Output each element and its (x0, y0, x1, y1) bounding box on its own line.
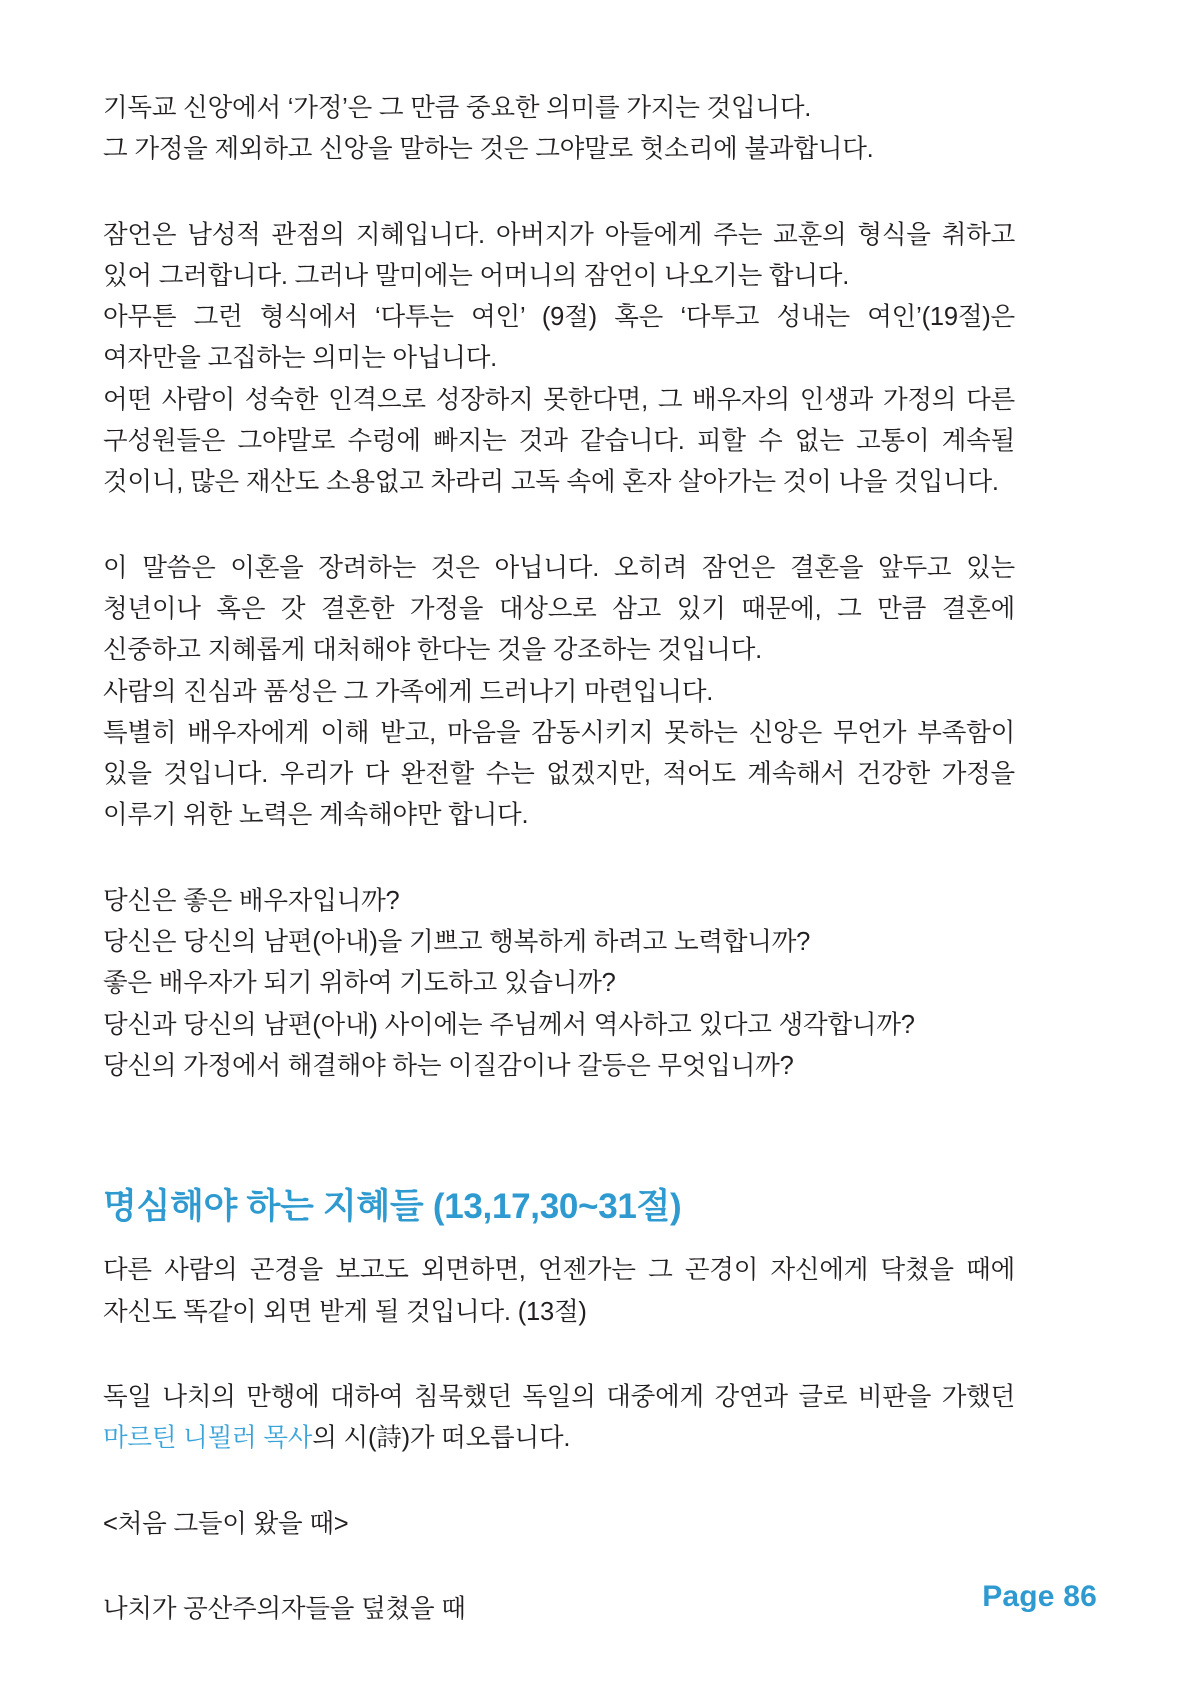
question-3: 좋은 배우자가 되기 위하여 기도하고 있습니까? (103, 969, 616, 998)
spacer (103, 171, 1015, 215)
spacer (103, 1545, 1015, 1589)
paragraph-proverbs-perspective: 잠언은 남성적 관점의 지혜입니다. 아버지가 아들에게 주는 교훈의 형식을 취하고 있어 그러합니다. 그러나 말미에는 어머니의 잠언이 나오기는 합니다. (103, 220, 1015, 290)
spacer (103, 1333, 1015, 1377)
paragraph-intro-line-2: 그 가정을 제외하고 신앙을 말하는 것은 그야말로 헛소리에 불과합니다. (103, 135, 874, 164)
niemoeller-name: 마르틴 니묄러 목사 (103, 1424, 313, 1453)
question-1: 당신은 좋은 배우자입니까? (103, 886, 400, 915)
poem-title: <처음 그들이 왔을 때> (103, 1509, 349, 1538)
niemoeller-text-after: 의 시(詩)가 떠오릅니다. (312, 1424, 571, 1453)
spacer (103, 1460, 1015, 1504)
paragraph-intro-line-1: 기독교 신앙에서 ‘가정’은 그 만큼 중요한 의미를 가지는 것입니다. (103, 94, 812, 122)
poem-line-1: 나치가 공산주의자들을 덮쳤을 때 (103, 1594, 466, 1623)
section-heading: 명심해야 하는 지혜들 (13,17,30~31절) (103, 1187, 682, 1227)
spacer (103, 1230, 1015, 1250)
question-5: 당신의 가정에서 해결해야 하는 이질감이나 갈등은 무엇입니까? (103, 1051, 794, 1080)
paragraph-niemoeller-intro (103, 1377, 1015, 1460)
paragraph-sincerity: 사람의 진심과 품성은 그 가족에게 드러나기 마련입니다. (103, 677, 714, 706)
question-2: 당신은 당신의 남편(아내)을 기쁘고 행복하게 하려고 노력합니까? (103, 928, 811, 957)
paragraph-not-divorce: 이 말씀은 이혼을 장려하는 것은 아닙니다. 오히려 잠언은 결혼을 앞두고 있는 청년이나 혹은 갓 결혼한 가정을 대상으로 삼고 있기 때문에, 그 만큼 결혼에 신중하고 지혜롭게 대처해야 한다는 것을 강조하는 것입니다. (103, 553, 1015, 665)
spacer (103, 1087, 1015, 1183)
niemoeller-text-before: 독일 나치의 만행에 대하여 침묵했던 독일의 대중에게 강연과 글로 비판을 가했던 (103, 1383, 1015, 1412)
paragraph-faith-effort: 특별히 배우자에게 이해 받고, 마음을 감동시키지 못하는 신앙은 무언가 부족함이 있을 것입니다. 우리가 다 완전할 수는 없겠지만, 적어도 계속해서 건강한 가정을 이루기 위한 노력은 계속해야만 합니다. (103, 718, 1015, 830)
question-4: 당신과 당신의 남편(아내) 사이에는 주님께서 역사하고 있다고 생각합니까? (103, 1010, 915, 1039)
spacer (103, 837, 1015, 881)
page-number: Page 86 (982, 1580, 1097, 1613)
paragraph-maturity: 어떤 사람이 성숙한 인격으로 성장하지 못한다면, 그 배우자의 인생과 가정의 다른 구성원들은 그야말로 수렁에 빠지는 것과 같습니다. 피할 수 없는 고통이 계속될 것이니, 많은 재산도 소용없고 차라리 고독 속에 혼자 살아가는 것이 나을 것입니다. (103, 385, 1015, 497)
spacer (103, 504, 1015, 548)
paragraph-verse-13: 다른 사람의 곤경을 보고도 외면하면, 언젠가는 그 곤경이 자신에게 닥쳤을 때에 자신도 똑같이 외면 받게 될 것입니다. (13절) (103, 1256, 1015, 1326)
page-content (103, 88, 1015, 1630)
paragraph-contentious-woman: 아무튼 그런 형식에서 ‘다투는 여인’ (9절) 혹은 ‘다투고 성내는 여인’(19절)은 여자만을 고집하는 의미는 아닙니다. (103, 303, 1015, 373)
